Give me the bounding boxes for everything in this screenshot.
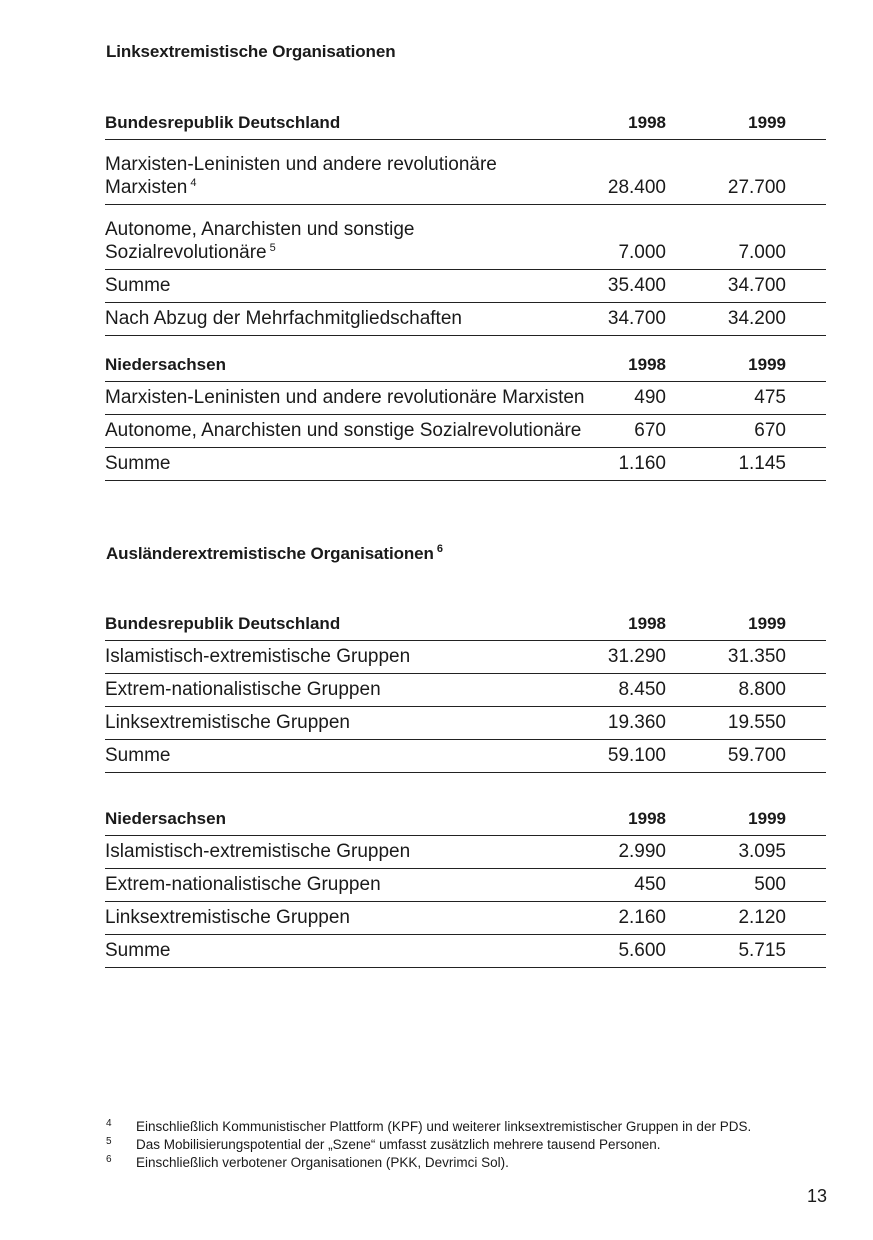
table-header [105, 799, 826, 836]
table-row [105, 205, 826, 270]
row-value-1998: 2.160 [586, 902, 666, 935]
table-header [105, 345, 826, 382]
row-value-1998: 7.000 [586, 205, 666, 270]
row-value-1999: 34.700 [666, 270, 826, 303]
row-label: Autonome, Anarchisten und sonstige Sozialrevolutionäre $^5$ [105, 205, 586, 270]
row-value-1999: 8.800 [666, 674, 826, 707]
row-label: Islamistisch-extremistische Gruppen [105, 836, 586, 869]
table-row [105, 740, 826, 773]
table-header-1998: 1998 [586, 345, 666, 382]
table-row [105, 140, 826, 205]
row-value-1998: 1.160 [586, 448, 666, 481]
row-value-1999: 31.350 [666, 641, 826, 674]
table-header-label: Bundesrepublik Deutschland [105, 103, 586, 140]
footnote-number: 4 [106, 1118, 112, 1129]
footnote-number: 5 [106, 1136, 112, 1147]
table-row [105, 836, 826, 869]
row-label: Linksextremistische Gruppen [105, 707, 586, 740]
table-row [105, 270, 826, 303]
row-value-1998: 59.100 [586, 740, 666, 773]
footnote-ref: 4 [190, 176, 197, 189]
footnote-ref: 5 [269, 241, 276, 254]
row-value-1998: 450 [586, 869, 666, 902]
row-label: Marxisten-Leninisten und andere revolutionäre Marxisten $^4$ [105, 140, 586, 205]
table-auslaender-niedersachsen [105, 799, 826, 968]
row-value-1999: 1.145 [666, 448, 826, 481]
row-value-1999: 59.700 [666, 740, 826, 773]
footnote [106, 1118, 846, 1136]
row-label: Summe [105, 935, 586, 968]
footnotes [106, 1118, 846, 1172]
row-label: Summe [105, 270, 586, 303]
footnote-ref: 6 [436, 543, 443, 556]
row-value-1998: 490 [586, 382, 666, 415]
table-links-niedersachsen [105, 345, 826, 481]
row-value-1999: 27.700 [666, 140, 826, 205]
row-value-1998: 19.360 [586, 707, 666, 740]
table-header-1999: 1999 [666, 799, 826, 836]
table-row [105, 303, 826, 336]
row-label: Islamistisch-extremistische Gruppen [105, 641, 586, 674]
row-label: Summe [105, 448, 586, 481]
row-value-1998: 670 [586, 415, 666, 448]
table-row [105, 382, 826, 415]
row-value-1998: 35.400 [586, 270, 666, 303]
table-header [105, 604, 826, 641]
row-label: Extrem-nationalistische Gruppen [105, 674, 586, 707]
table-header-1998: 1998 [586, 604, 666, 641]
row-value-1999: 34.200 [666, 303, 826, 336]
row-label: Marxisten-Leninisten und andere revolutionäre Marxisten [105, 382, 586, 415]
table-row [105, 641, 826, 674]
table-header-label: Bundesrepublik Deutschland [105, 604, 586, 641]
row-value-1999: 475 [666, 382, 826, 415]
row-value-1999: 3.095 [666, 836, 826, 869]
footnote [106, 1136, 846, 1154]
table-header-label: Niedersachsen [105, 345, 586, 382]
row-value-1998: 5.600 [586, 935, 666, 968]
row-value-1998: 2.990 [586, 836, 666, 869]
table-row [105, 902, 826, 935]
row-label: Nach Abzug der Mehrfachmitgliedschaften [105, 303, 586, 336]
table-header-1998: 1998 [586, 103, 666, 140]
row-label: Autonome, Anarchisten und sonstige Sozialrevolutionäre [105, 415, 586, 448]
table-header [105, 103, 826, 140]
table-header-1998: 1998 [586, 799, 666, 836]
page-number: 13 [806, 1186, 827, 1206]
table-header-label: Niedersachsen [105, 799, 586, 836]
table-header-1999: 1999 [666, 345, 826, 382]
row-value-1999: 5.715 [666, 935, 826, 968]
table-header-1999: 1999 [666, 103, 826, 140]
table-auslaender-bund [105, 604, 826, 773]
footnote [106, 1154, 846, 1172]
footnote-text: Einschließlich verbotener Organisationen (PKK, Devrimci Sol). [136, 1155, 509, 1170]
row-value-1998: 34.700 [586, 303, 666, 336]
row-value-1998: 28.400 [586, 140, 666, 205]
footnote-text: Das Mobilisierungspotential der „Szene“ umfasst zusätzlich mehrere tausend Personen. [136, 1137, 661, 1152]
table-row [105, 707, 826, 740]
row-value-1999: 7.000 [666, 205, 826, 270]
table-row [105, 869, 826, 902]
row-label: Extrem-nationalistische Gruppen [105, 869, 586, 902]
row-value-1999: 500 [666, 869, 826, 902]
section-title-auslaenderextremistisch: Ausländerextremistische Organisationen $^6$ [106, 543, 443, 563]
footnote-text: Einschließlich Kommunistischer Plattform (KPF) und weiterer linksextremistischer Gruppen in der PDS. [136, 1119, 752, 1134]
row-value-1998: 31.290 [586, 641, 666, 674]
row-value-1999: 670 [666, 415, 826, 448]
table-links-bund [105, 103, 826, 336]
table-row [105, 935, 826, 968]
row-label: Summe [105, 740, 586, 773]
footnote-number: 6 [106, 1154, 112, 1165]
table-header-1999: 1999 [666, 604, 826, 641]
section-title-linksextremistisch: Linksextremistische Organisationen [106, 42, 396, 61]
row-value-1999: 2.120 [666, 902, 826, 935]
table-row [105, 448, 826, 481]
table-row [105, 674, 826, 707]
table-row [105, 415, 826, 448]
row-value-1998: 8.450 [586, 674, 666, 707]
row-label: Linksextremistische Gruppen [105, 902, 586, 935]
row-value-1999: 19.550 [666, 707, 826, 740]
